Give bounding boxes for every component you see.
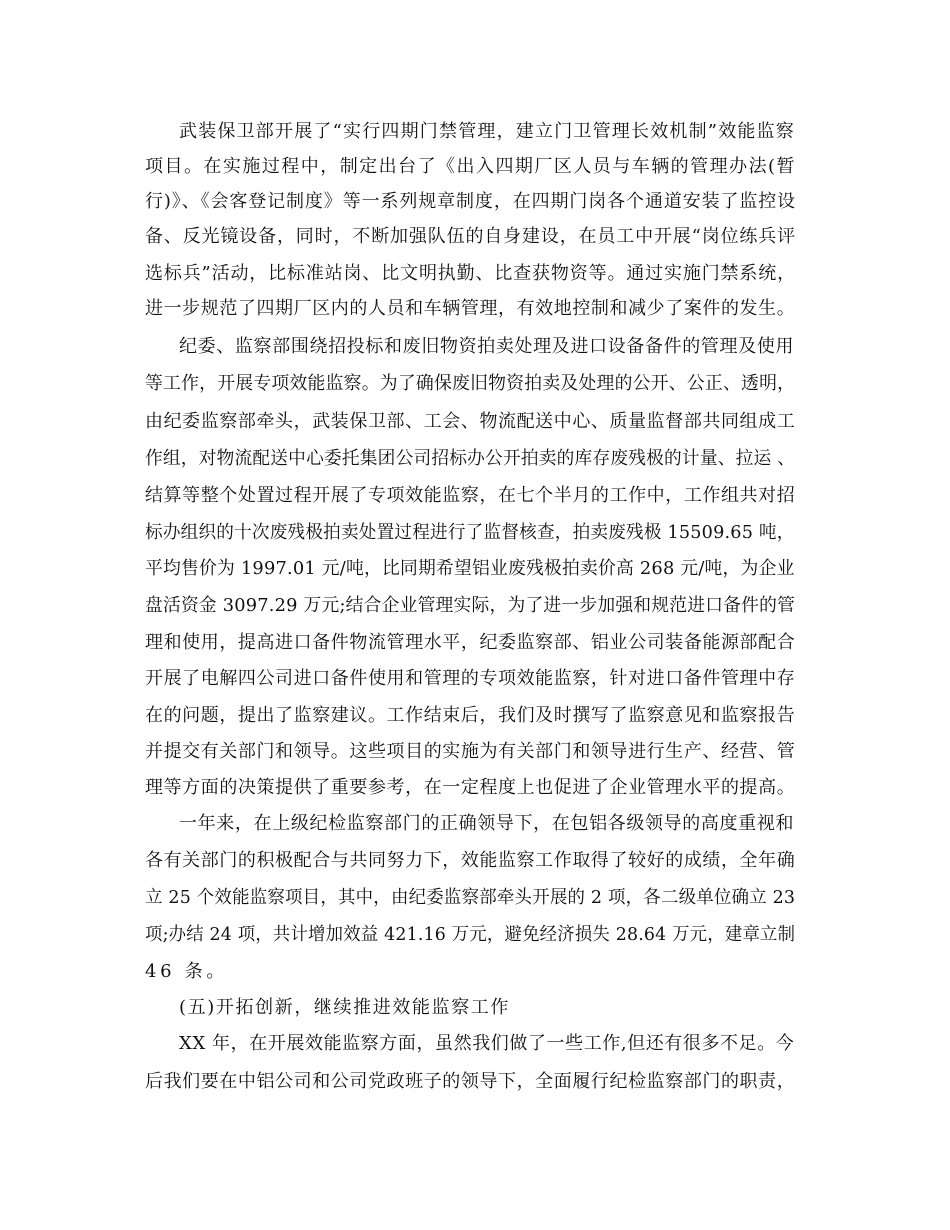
paragraph-line: 标办组织的十次废残极拍卖处置过程进行了监督核查，拍卖废残极 15509.65 吨， xyxy=(145,522,795,543)
paragraph-line: 理和使用，提高进口备件物流管理水平，纪委监察部、铝业公司装备能源部配合 xyxy=(145,632,796,653)
paragraph-line: 等工作，开展专项效能监察。为了确保废旧物资拍卖及处理的公开、公正、透明， xyxy=(145,373,796,394)
paragraph-line: 在的问题，提出了监察建议。工作结束后，我们及时撰写了监察意见和监察报告 xyxy=(145,705,796,726)
paragraph-line: 选标兵”活动，比标准站岗、比文明执勤、比查获物资等。通过实施门禁系统， xyxy=(145,263,796,284)
paragraph-line: 进一步规范了四期厂区内的人员和车辆管理，有效地控制和减少了案件的发生。 xyxy=(145,298,796,319)
paragraph-line: 作组，对物流配送中心委托集团公司招标办公开拍卖的库存废残极的计量、拉运 、 xyxy=(145,448,796,469)
section-heading: (五)开拓创新，继续推进效能监察工作 xyxy=(179,997,511,1018)
paragraph-line: 纪委、监察部围绕招投标和废旧物资拍卖处理及进口设备备件的管理及使用 xyxy=(179,336,795,357)
paragraph-line: 一年来，在上级纪检监察部门的正确领导下，在包铝各级领导的高度重视和 xyxy=(179,813,795,834)
paragraph-line: 盘活资金 3097.29 万元;结合企业管理实际，为了进一步加强和规范进口备件的管 xyxy=(145,595,796,616)
paragraph-line: 并提交有关部门和领导。这些项目的实施为有关部门和领导进行生产、经营、管 xyxy=(145,741,796,762)
paragraph-line: 各有关部门的积极配合与共同努力下，效能监察工作取得了较好的成绩，全年确 xyxy=(145,850,796,871)
paragraph-line: 立 25 个效能监察项目，其中，由纪委监察部牵头开展的 2 项，各二级单位确立 23 xyxy=(145,887,796,908)
paragraph-line: 46 条。 xyxy=(145,961,229,982)
paragraph-line: 由纪委监察部牵头，武装保卫部、工会、物流配送中心、质量监督部共同组成工 xyxy=(145,411,796,432)
paragraph-line: XX 年，在开展效能监察方面，虽然我们做了一些工作,但还有很多不足。今 xyxy=(179,1033,795,1054)
paragraph-line: 项目。在实施过程中，制定出台了《出入四期厂区人员与车辆的管理办法(暂 xyxy=(145,156,796,177)
paragraph-line: 平均售价为 1997.01 元/吨，比同期希望铝业废残极拍卖价高 268 元/吨，为企业 xyxy=(145,558,795,579)
paragraph-line: 开展了电解四公司进口备件使用和管理的专项效能监察，针对进口备件管理中存 xyxy=(145,668,796,689)
paragraph-line: 理等方面的决策提供了重要参考，在一定程度上也促进了企业管理水平的提高。 xyxy=(145,777,796,798)
paragraph-line: 项;办结 24 项，共计增加效益 421.16 万元，避免经济损失 28.64 万元，建章立制 xyxy=(145,924,796,945)
paragraph-line: 武装保卫部开展了“实行四期门禁管理，建立门卫管理长效机制”效能监察 xyxy=(179,121,796,142)
paragraph-line: 备、反光镜设备，同时，不断加强队伍的自身建设，在员工中开展“岗位练兵评 xyxy=(145,226,796,247)
paragraph-line: 结算等整个处置过程开展了专项效能监察，在七个半月的工作中，工作组共对招 xyxy=(145,485,796,506)
paragraph-line: 后我们要在中铝公司和公司党政班子的领导下，全面履行纪检监察部门的职责， xyxy=(145,1071,796,1092)
paragraph-line: 行)》、《会客登记制度》等一系列规章制度，在四期门岗各个通道安装了监控设 xyxy=(145,191,797,212)
